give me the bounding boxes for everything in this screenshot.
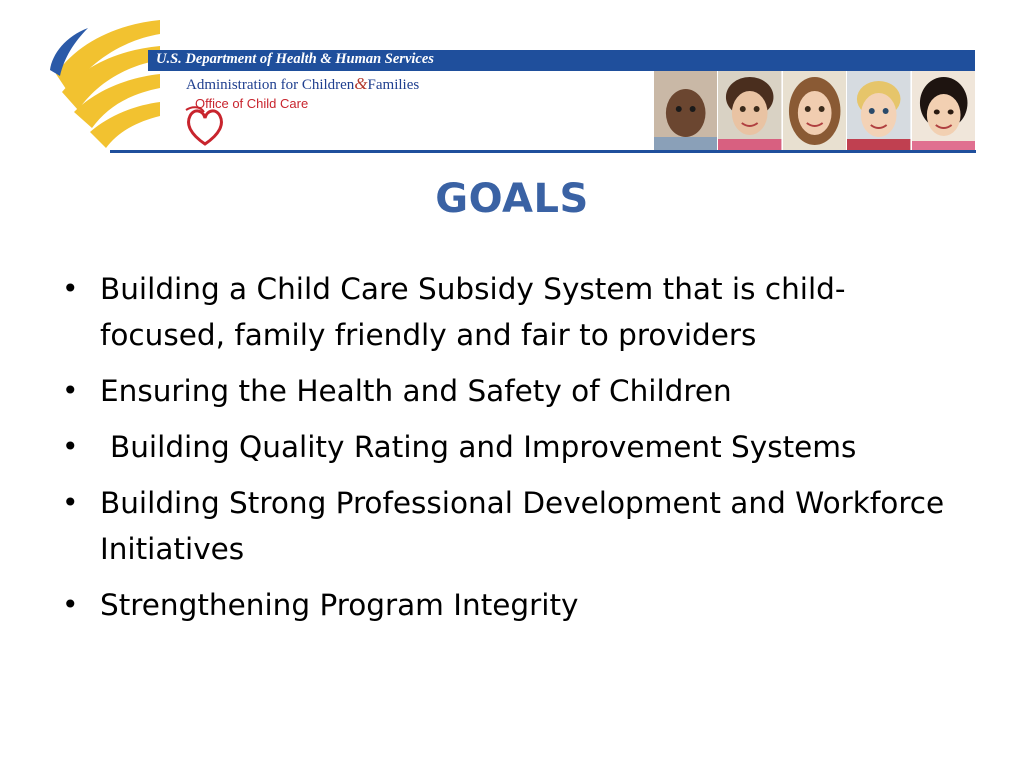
child-photo-3 [783, 71, 847, 151]
goal-item [60, 424, 960, 470]
slide-title: GOALS [435, 176, 589, 222]
hhs-eagle-logo-icon [48, 14, 168, 154]
child-photo-5 [912, 71, 975, 151]
goals-list [60, 266, 960, 638]
agency-name [186, 74, 419, 94]
agency-name-part2: Families [367, 77, 420, 93]
children-photo-strip [654, 71, 975, 151]
bullet-icon: • [62, 588, 79, 621]
agency-name-part1: Administration for Children [186, 77, 355, 93]
bullet-icon: • [62, 486, 79, 519]
goal-text: Building Quality Rating and Improvement Systems [110, 430, 857, 464]
bullet-icon: • [62, 430, 79, 463]
child-photo-1 [654, 71, 718, 151]
goal-item [60, 582, 960, 628]
goal-text: Ensuring the Health and Safety of Children [100, 374, 732, 408]
goal-text: Building Strong Professional Development and Workforce Initiatives [100, 486, 945, 566]
department-name: U.S. Department of Health & Human Services [156, 51, 434, 67]
agency-ampersand: & [354, 74, 368, 93]
office-name: Office of Child Care [195, 96, 309, 111]
goal-text: Building a Child Care Subsidy System that is child-focused, family friendly and fair to providers [100, 272, 846, 352]
bullet-icon: • [62, 374, 79, 407]
child-photo-2 [718, 71, 782, 151]
goal-item [60, 266, 960, 358]
child-photo-4 [847, 71, 911, 151]
header-bottom-rule [110, 150, 976, 153]
goal-text: Strengthening Program Integrity [100, 588, 579, 622]
goal-item [60, 368, 960, 414]
bullet-icon: • [62, 272, 79, 305]
goal-item [60, 480, 960, 572]
slide-header [0, 0, 1024, 160]
